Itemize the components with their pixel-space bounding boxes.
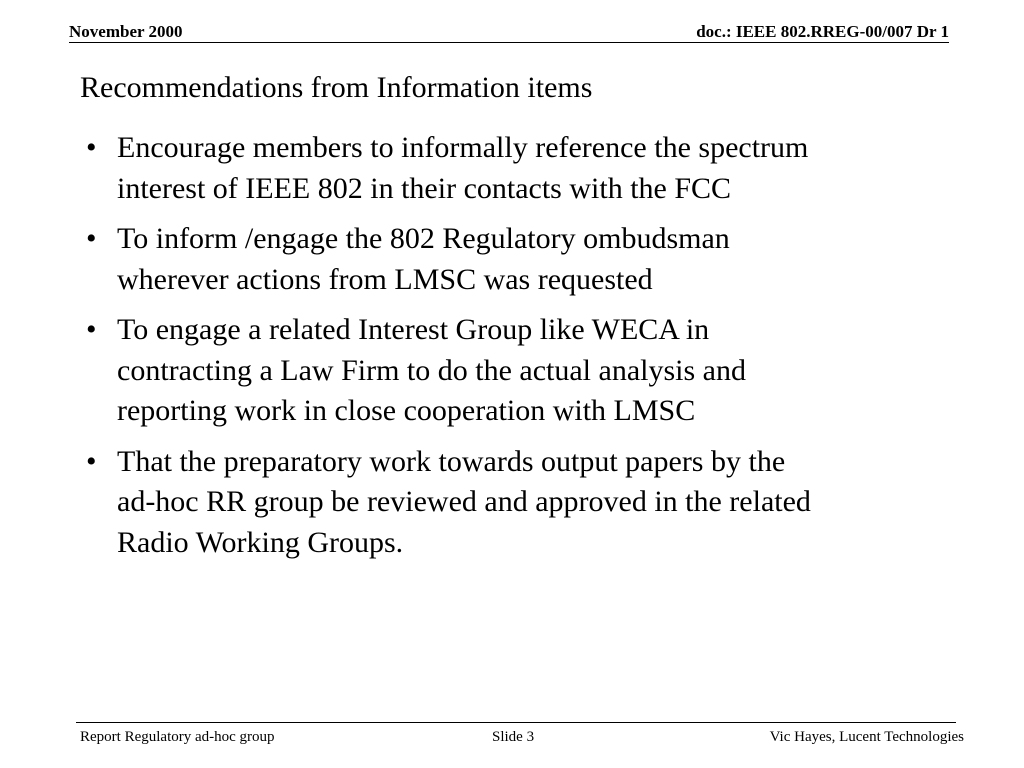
slide-title: Recommendations from Information items [80,71,593,104]
footer-author: Vic Hayes, Lucent Technologies [769,729,964,745]
bullet-text-line: reporting work in close cooperation with LMSC [117,394,696,427]
bullet-icon: • [86,313,97,346]
footer-group-name: Report Regulatory ad-hoc group [80,729,275,745]
bullet-text-line: Encourage members to informally reference the spectrum [117,131,809,164]
bullet-text-line: contracting a Law Firm to do the actual analysis and [117,353,746,387]
bullet-item-4 [80,442,940,564]
bullet-item-1 [80,128,940,209]
bullet-list [80,128,940,573]
bullet-text-line: wherever actions from LMSC was requested [117,262,653,296]
header-divider [69,42,949,43]
bullet-text-line: To engage a related Interest Group like WECA in [117,313,710,346]
bullet-item-3 [80,310,940,432]
bullet-text-line: interest of IEEE 802 in their contacts with the FCC [117,171,732,205]
bullet-item-2 [80,219,940,300]
bullet-icon: • [86,222,97,255]
bullet-text-line: That the preparatory work towards output papers by the [117,444,786,478]
footer-divider [76,722,956,723]
bullet-text-line: ad-hoc RR group be reviewed and approved in the related [117,485,811,518]
bullet-icon: • [86,444,97,478]
bullet-text-line: Radio Working Groups. [117,525,404,559]
bullet-icon: • [86,131,97,164]
slide-number: Slide 3 [492,729,535,745]
bullet-text-line: To inform /engage the 802 Regulatory ombudsman [117,222,730,255]
header-document-id: doc.: IEEE 802.RREG-00/007 Dr 1 [696,22,949,41]
header-date: November 2000 [69,22,183,41]
